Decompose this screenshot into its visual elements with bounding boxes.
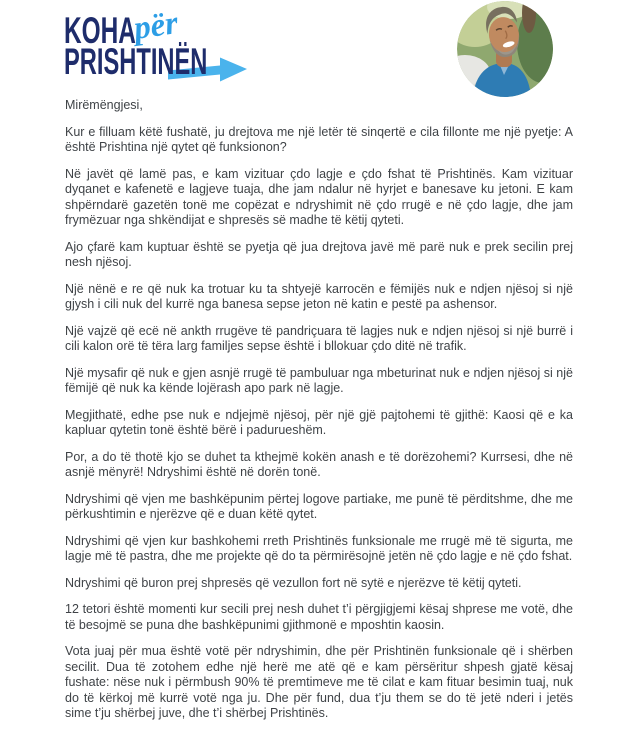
letter-paragraph: Kur e filluam këtë fushatë, ju drejtova me një letër të sinqertë e cila fillonte me një pyetje: A është Prishtina një qytet që funksionon? [65, 124, 573, 154]
logo-word-prishtinen: PRISHTINËN [64, 41, 208, 82]
letter-paragraph: Një nënë e re që nuk ka trotuar ku ta shtyejë karrocën e fëmijës nuk e ndjen njësoj si një gjysh i cili nuk del kurrë nga banesa sepse jeton në katin e pestë pa ashensor. [65, 281, 573, 311]
header [0, 0, 632, 100]
letter-salutation: Mirëmëngjesi, [65, 98, 143, 112]
logo-word-koha: KOHA [64, 10, 136, 51]
avatar [457, 1, 553, 97]
letter-paragraphs [65, 125, 573, 722]
letter-paragraph: Vota juaj për mua është votë për ndryshimin, dhe për Prishtinën funksionale që i shërben secilit. Dua të zotohem edhe një herë me atë që e kam përsëritur shpesh gjatë kësaj fushate: nëse nuk i përmbush 90% të premtimeve me të cilat e kam fituar besimin tuaj, nuk do të kërkoj më kurrë votë nga ju. Dhe për fund, dua t’ju them se do të jetë nderi i jetës sime t’ju shërbej juve, dhe t’i shërbej Prishtinës. [65, 644, 573, 720]
letter-paragraph: Në javët që lamë pas, e kam vizituar çdo lagje e çdo fshat të Prishtinës. Kam vizituar dyqanet e kafenetë e lagjeve tuaja, dhe jam ndalur në hyrjet e banesave ku jetoni. E kam shpërndarë gazetën tonë me copëzat e ndryshimit në çdo rrugë e në çdo lagje, dhe jam frymëzuar nga shkëndijat e shpresës së madhe të këtij qyteti. [65, 166, 573, 227]
letter-paragraph: Ajo çfarë kam kuptuar është se pyetja që jua drejtova javë më parë nuk e prek secilin prej nesh njësoj. [65, 239, 573, 269]
letter-paragraph: Një mysafir që nuk e gjen asnjë rrugë të pambuluar nga mbeturinat nuk e ndjen njësoj si një fëmijë që nuk ka kënde lojërash apo park në lagje. [65, 365, 573, 395]
letter-paragraph: Megjithatë, edhe pse nuk e ndjejmë njësoj, për një gjë pajtohemi të gjithë: Kaosi që e ka kapluar qytetin tonë është bërë i padurueshëm. [65, 407, 573, 437]
letter-paragraph: 12 tetori është momenti kur secili prej nesh duhet t’i përgjigjemi kësaj shprese me votë, dhe të besojmë se puna dhe bashkëpunimi gjithmonë e mposhtin kaosin. [65, 602, 573, 632]
letter-paragraph: Një vajzë që ecë në ankth rrugëve të pandriçuara të lagjes nuk e ndjen njësoj si një burrë i cili kalon orë të tëra larg familjes sepse është i bllokuar çdo ditë në trafik. [65, 323, 573, 353]
letter-body [65, 98, 573, 733]
letter-paragraph: Ndryshimi që vjen kur bashkohemi rreth Prishtinës funksionale me rrugë më të sigurta, me lagje më të pastra, dhe me projekte që do ta përmirësojnë jetën në çdo lagje e në çdo fshat. [65, 533, 573, 563]
letter-paragraph: Ndryshimi që buron prej shpresës që vezullon fort në sytë e njerëzve të këtij qyteti. [65, 575, 522, 590]
logo-word-per: për [131, 5, 181, 47]
letter-paragraph: Por, a do të thotë kjo se duhet ta kthejmë kokën anash e të dorëzohemi? Kurrsesi, dhe në asnjë mënyrë! Ndryshimi është në dorën tonë. [65, 449, 573, 479]
portrait-photo-icon [457, 1, 553, 97]
campaign-logo [64, 5, 264, 90]
letter-paragraph: Ndryshimi që vjen me bashkëpunim përtej logove partiake, me punë të përditshme, dhe me përkushtimin e njerëzve që e duan këtë qytet. [65, 491, 573, 521]
